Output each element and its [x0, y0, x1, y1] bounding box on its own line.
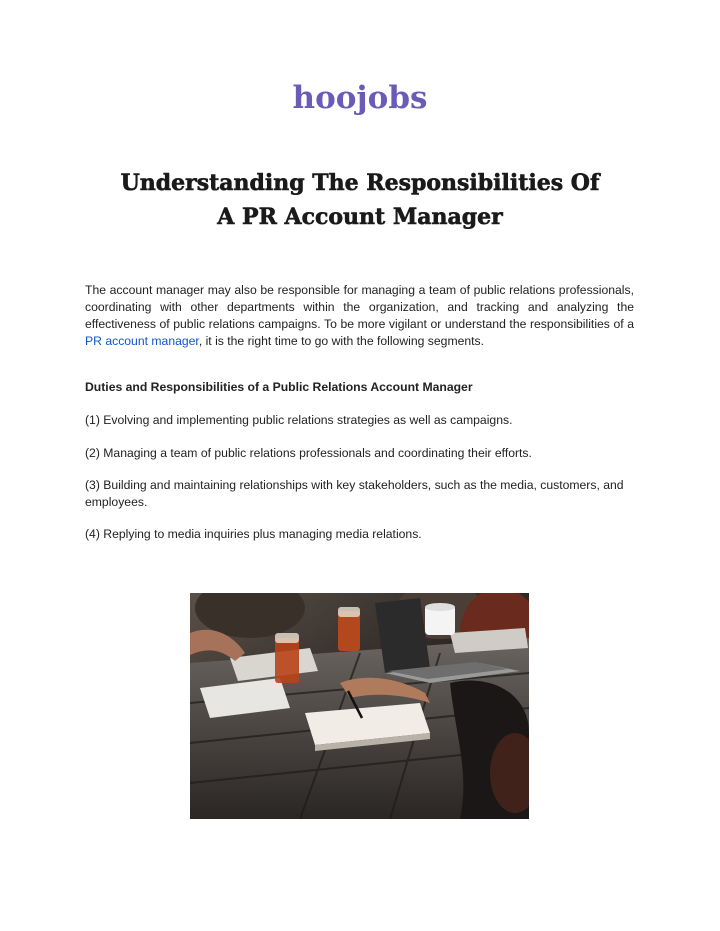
intro-text-before-link: The account manager may also be responsible for managing a team of public relations professionals, coordinating with other departments within the organization, and tracking and analyzing the effectiveness of public relations campaigns. To be more vigilant or understand the responsibilities of a	[85, 283, 634, 331]
section-heading: Duties and Responsibilities of a Public Relations Account Manager	[85, 380, 473, 394]
page-title	[60, 166, 660, 234]
office-meeting-photo	[190, 593, 529, 819]
list-item: (4) Replying to media inquiries plus managing media relations.	[85, 527, 422, 541]
list-item: (3) Building and maintaining relationships with key stakeholders, such as the media, customers, and employees.	[85, 478, 624, 509]
title-line-1: Understanding The Responsibilities Of	[120, 170, 600, 196]
intro-paragraph	[85, 282, 634, 350]
pr-account-manager-link[interactable]: PR account manager	[85, 334, 199, 348]
list-item: (1) Evolving and implementing public relations strategies as well as campaigns.	[85, 413, 513, 427]
list-item: (2) Managing a team of public relations professionals and coordinating their efforts.	[85, 446, 532, 460]
intro-text-after-link: , it is the right time to go with the following segments.	[198, 334, 485, 348]
title-line-2: A PR Account Manager	[217, 204, 503, 230]
site-logo[interactable]: hoojobs	[292, 80, 428, 116]
